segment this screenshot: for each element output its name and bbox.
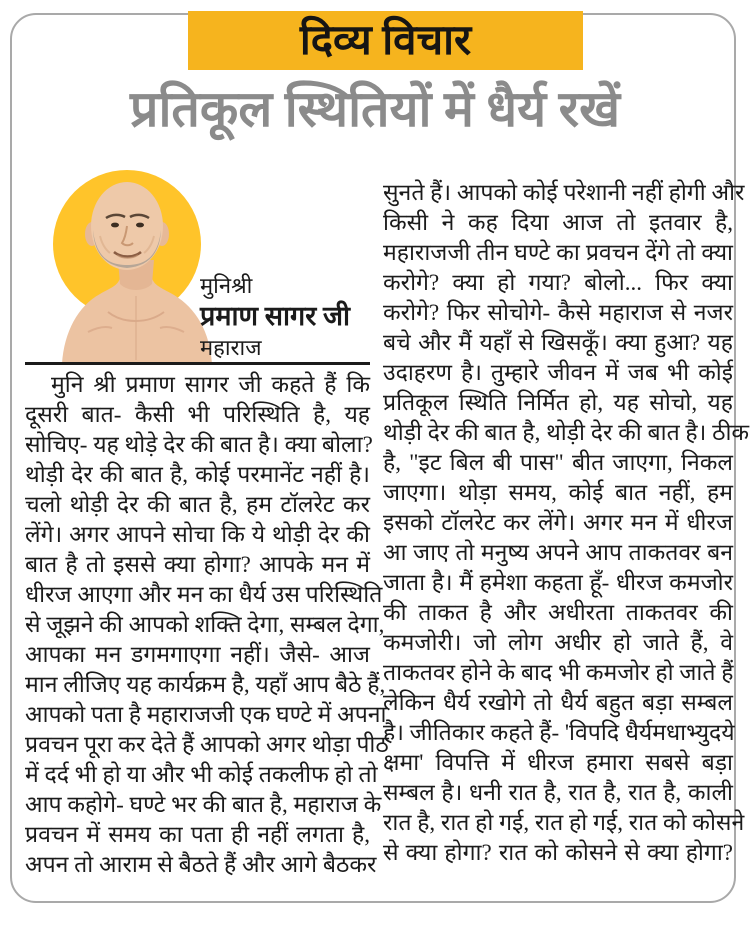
text-line: सुनते हैं। आपको कोई परेशानी नहीं होगी और (383, 180, 745, 205)
text-line: मान लीजिए यह कार्यक्रम है, यहाँ आप बैठे हैं, (25, 672, 386, 697)
text-line: है, "इट बिल बी पास" बीत जाएगा, निकल (383, 450, 733, 475)
text-line: अपन तो आराम से बैठते हैं और आगे बैठकर (25, 852, 377, 877)
text-line: की ताकत है और अधीरता ताकतवर की (383, 600, 733, 625)
text-line: बात है तो इससे क्या होगा? आपके मन में (25, 552, 370, 577)
column-divider-rule (25, 362, 370, 365)
text-line: से जूझने की आपको शक्ति देगा, सम्बल देगा, (25, 612, 385, 637)
text-line: क्षमा' विपत्ति में धीरज हमारा सबसे बड़ा (383, 750, 733, 775)
text-line: धीरज आएगा और मन का धैर्य उस परिस्थिति (25, 582, 383, 607)
text-line: है। जीतिकार कहते हैं- 'विपदि धैर्यमधाभ्युदये (383, 720, 735, 745)
text-line: में दर्द भी हो या और भी कोई तकलीफ हो तो (25, 762, 378, 787)
text-line: आप कहोगे- घण्टे भर की बात है, महाराज के (25, 792, 382, 817)
byline-name: प्रमाण सागर जी (200, 301, 351, 331)
text-line: रात है, रात हो गई, रात हो गई, रात को कोसने (383, 810, 745, 835)
text-line: चलो थोड़ी देर की बात है, हम टॉलरेट कर (25, 492, 370, 517)
byline-prefix: मुनिश्री (200, 273, 253, 298)
text-line: किसी ने कह दिया आज तो इतवार है, (383, 210, 733, 235)
kicker-title: दिव्य विचार (299, 17, 472, 64)
text-line: करोगे? क्या हो गया? बोलो... फिर क्या (383, 270, 733, 295)
text-line: जाएगा। थोड़ा समय, कोई बात नहीं, हम (383, 480, 733, 505)
text-line: प्रवचन पूरा कर देते हैं आपको अगर थोड़ा पीठ (25, 732, 389, 757)
text-line: से क्या होगा? रात को कोसने से क्या होगा? (383, 840, 733, 865)
byline-suffix: महाराज (200, 335, 262, 360)
text-line: सम्बल है। धनी रात है, रात है, रात है, काली (383, 780, 733, 805)
text-line: लेंगे। अगर आपने सोचा कि ये थोड़ी देर की (25, 522, 370, 547)
text-line: आपको पता है महाराजजी एक घण्टे में अपना (25, 702, 387, 727)
text-line: थोड़ी देर की बात है, थोड़ी देर की बात है। ठीक (383, 420, 750, 445)
text-line: आ जाए तो मनुष्य अपने आप ताकतवर बन (383, 540, 733, 565)
column-kicker-banner (188, 11, 583, 70)
text-line: इसको टॉलरेट कर लेंगे। अगर मन में धीरज (383, 510, 733, 535)
text-line: करोगे? फिर सोचोगे- कैसे महाराज से नजर (383, 300, 733, 325)
text-line: दूसरी बात- कैसी भी परिस्थिति है, यह (25, 402, 370, 427)
article-column-right (383, 178, 750, 868)
article-column-left (25, 370, 389, 880)
text-line: प्रतिकूल स्थिति निर्मित हो, यह सोचो, यह (383, 390, 733, 415)
text-line: मुनि श्री प्रमाण सागर जी कहते हैं कि (51, 372, 370, 397)
text-line: ताकतवर होने के बाद भी कमजोर हो जाते हैं (383, 660, 734, 685)
text-line: जाता है। मैं हमेशा कहता हूँ- धीरज कमजोर (383, 570, 733, 595)
text-line: बचे और मैं यहाँ से खिसकूँ। क्या हुआ? यह (383, 330, 733, 355)
text-line: सोचिए- यह थोड़े देर की बात है। क्या बोला? (25, 432, 373, 457)
text-line: आपका मन डगमगाएगा नहीं। जैसे- आज (25, 642, 370, 667)
text-line: थोड़ी देर की बात है, कोई परमानेंट नहीं है। (25, 462, 370, 487)
byline (200, 272, 370, 363)
text-line: महाराजजी तीन घण्टे का प्रवचन देंगे तो क्या (383, 240, 733, 265)
text-line: उदाहरण है। तुम्हारे जीवन में जब भी कोई (383, 360, 733, 385)
text-line: लेकिन धैर्य रखोगे तो धैर्य बहुत बड़ा सम्बल (383, 690, 733, 715)
article-headline: प्रतिकूल स्थितियों में धैर्य रखें (130, 81, 620, 137)
text-line: प्रवचन में समय का पता ही नहीं लगता है, (25, 822, 370, 847)
text-line: कमजोरी। जो लोग अधीर हो जाते हैं, वे (383, 630, 733, 655)
